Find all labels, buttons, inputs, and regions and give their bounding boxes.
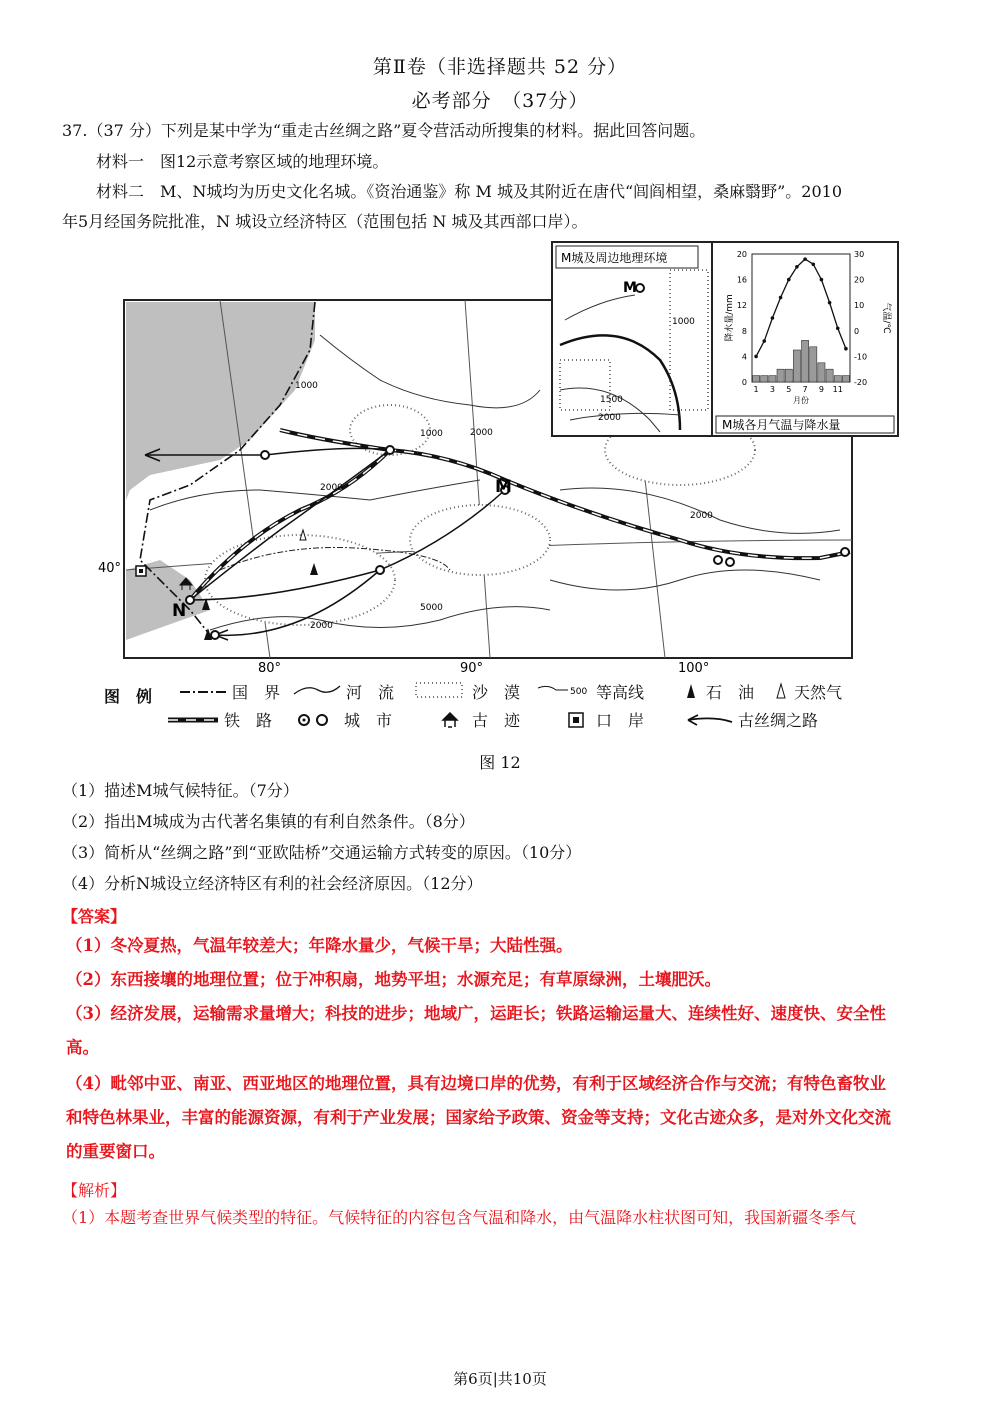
x-axis-label: 月份 xyxy=(793,396,809,405)
city-marker xyxy=(841,548,849,556)
label-lon80: 80° xyxy=(258,661,282,676)
y-right-tick-label: -20 xyxy=(854,378,868,387)
precipitation-bar xyxy=(777,369,784,382)
y-left-tick-label: 4 xyxy=(741,352,747,362)
x-tick-label: 11 xyxy=(832,385,843,394)
precipitation-bar xyxy=(810,347,817,382)
precipitation-bar xyxy=(785,369,792,382)
city-marker xyxy=(726,558,734,566)
inset-desert xyxy=(670,270,708,410)
temperature-point xyxy=(844,347,848,351)
legend-historic-site: 古 迹 xyxy=(472,711,521,730)
legend-port: 口 岸 xyxy=(596,711,645,730)
material-two-line1: 材料二 M、N城均为历史文化名城。《资治通鉴》称 M 城及其附近在唐代“闾阎相望，桑麻翳野”。2010 xyxy=(96,182,843,201)
inset-contour-label: 2000 xyxy=(598,413,621,423)
temperature-point xyxy=(820,278,824,282)
temperature-point xyxy=(754,355,758,359)
legend-title: 图 例 xyxy=(104,687,153,706)
figure-12 xyxy=(98,240,900,676)
city-marker xyxy=(376,566,384,574)
precipitation-bar xyxy=(826,369,833,382)
city-n-marker xyxy=(186,596,194,604)
section-subtitle: 必考部分 （37分） xyxy=(411,90,589,112)
inset-label-m: M xyxy=(623,280,637,296)
subquestion-4: （4）分析N城设立经济特区有利的社会经济原因。（12分） xyxy=(62,874,483,893)
desert-kumtag xyxy=(410,505,550,575)
border-legend-icon xyxy=(178,682,228,702)
y-left-tick-label: 20 xyxy=(736,250,747,259)
x-tick-label: 3 xyxy=(769,385,775,394)
precipitation-bar xyxy=(769,376,776,382)
material-two-line2: 年5月经国务院批准，N 城设立经济特区（范围包括 N 城及其西部口岸）。 xyxy=(62,212,588,231)
temperature-point xyxy=(779,296,783,300)
precipitation-bar xyxy=(753,376,760,382)
legend-oil: 石 油 xyxy=(706,683,755,702)
y-right-tick-label: 20 xyxy=(854,275,865,285)
legend-river: 河 流 xyxy=(346,683,395,702)
temperature-point xyxy=(811,262,815,266)
answer-4-line3: 的重要窗口。 xyxy=(66,1142,165,1161)
figure-caption: 图 12 xyxy=(479,753,521,772)
city-legend-icon xyxy=(296,710,336,730)
answer-1: （1）冬冷夏热，气温年较差大；年降水量少，气候干旱；大陆性强。 xyxy=(66,936,573,955)
precipitation-bar xyxy=(818,363,825,382)
precipitation-bar xyxy=(842,376,849,382)
inset-city-m-marker xyxy=(636,284,644,292)
inset-chart-title: M城各月气温与降水量 xyxy=(722,418,841,432)
subquestion-2: （2）指出M城成为古代著名集镇的有利自然条件。（8分） xyxy=(62,812,475,831)
analysis-tag: 【解析】 xyxy=(62,1181,127,1200)
y-right-axis-label: 气温/℃ xyxy=(881,302,891,334)
precipitation-bar xyxy=(802,340,809,382)
label-n: N xyxy=(172,601,187,621)
section-title: 第Ⅱ卷（非选择题共 52 分） xyxy=(372,56,628,78)
subquestion-1: （1）描述M城气候特征。（7分） xyxy=(62,781,299,800)
x-tick-label: 7 xyxy=(802,385,808,394)
legend-city: 城 市 xyxy=(344,711,393,730)
precipitation-bar xyxy=(793,350,800,382)
historic-site-legend-icon xyxy=(440,710,460,730)
temperature-point xyxy=(787,278,791,282)
precipitation-bar xyxy=(834,376,841,382)
y-left-tick-label: 8 xyxy=(741,326,747,336)
temperature-point xyxy=(836,326,840,330)
inset-contour-label: 1500 xyxy=(600,395,623,405)
legend-gas: 天然气 xyxy=(794,683,843,702)
answer-3-line2: 高。 xyxy=(66,1038,99,1057)
x-tick-label: 9 xyxy=(818,385,824,394)
legend-desert: 沙 漠 xyxy=(472,683,521,702)
x-tick-label: 5 xyxy=(786,385,792,394)
page-footer: 第6页|共10页 xyxy=(453,1370,547,1388)
label-lon100: 100° xyxy=(678,661,710,676)
y-left-tick-label: 12 xyxy=(736,301,747,311)
material-one: 材料一 图12示意考察区域的地理环境。 xyxy=(96,152,389,171)
contour-label: 1000 xyxy=(295,381,318,391)
answer-4-line1: （4）毗邻中亚、南亚、西亚地区的地理位置，具有边境口岸的优势，有利于区域经济合作与交流；有特色畜牧业 xyxy=(66,1074,886,1093)
port-legend-icon xyxy=(566,710,586,730)
question-stem: 37.（37 分）下列是某中学为“重走古丝绸之路”夏令营活动所搜集的材料。据此回答问题。 xyxy=(62,121,706,140)
y-right-tick-label: 10 xyxy=(854,301,865,311)
inset-map-title: M城及周边地理环境 xyxy=(561,251,668,265)
answer-4-line2: 和特色林果业，丰富的能源资源，有利于产业发展；国家给予政策、资金等支持；文化古迹众多，是对外文化交流 xyxy=(66,1108,891,1127)
y-left-tick-label: 16 xyxy=(736,275,747,285)
inset-chart-frame xyxy=(712,242,898,436)
temperature-point xyxy=(828,301,832,305)
contour-label: 1000 xyxy=(420,429,443,439)
svg-text:500: 500 xyxy=(570,687,588,697)
label-lat40: 40° xyxy=(98,561,122,576)
natural-gas-legend-icon xyxy=(774,682,788,700)
river-legend-icon xyxy=(292,680,342,700)
analysis-line1: （1）本题考查世界气候类型的特征。气候特征的内容包含气温和降水，由气温降水柱状图可知，我国新疆冬季气 xyxy=(62,1208,857,1227)
temperature-point xyxy=(762,339,766,343)
y-right-tick-label: -10 xyxy=(854,352,868,362)
desert-legend-icon xyxy=(414,680,464,700)
city-marker xyxy=(714,556,722,564)
answer-3-line1: （3）经济发展，运输需求量增大；科技的进步；地域广，运距长；铁路运输运量大、连续性好、速度快、安全性 xyxy=(66,1004,886,1023)
subquestion-3: （3）简析从“丝绸之路”到“亚欧陆桥”交通运输方式转变的原因。（10分） xyxy=(62,843,582,862)
silk-road-legend-icon xyxy=(684,710,734,730)
city-marker xyxy=(261,451,269,459)
answer-2: （2）东西接壤的地理位置；位于冲积扇，地势平坦；水源充足；有草原绿洲，土壤肥沃。 xyxy=(66,970,721,989)
legend-silk-road: 古丝绸之路 xyxy=(738,711,819,730)
contour-label: 2000 xyxy=(320,483,343,493)
contour-label: 5000 xyxy=(420,603,443,613)
oil-legend-icon xyxy=(684,682,698,700)
legend-border: 国 界 xyxy=(232,683,281,702)
city-marker xyxy=(211,631,219,639)
city-marker xyxy=(386,446,394,454)
temperature-point xyxy=(803,257,807,261)
x-tick-label: 1 xyxy=(753,385,759,394)
answer-tag: 【答案】 xyxy=(62,907,127,926)
label-lon90: 90° xyxy=(460,661,484,676)
map-legend xyxy=(100,676,920,736)
temperature-point xyxy=(771,316,775,320)
inset-contour-label: 1000 xyxy=(672,317,695,327)
legend-contour: 等高线 xyxy=(596,683,645,702)
y-right-tick-label: 0 xyxy=(854,326,860,336)
temperature-point xyxy=(795,265,799,269)
precipitation-bar xyxy=(761,376,768,382)
y-left-tick-label: 0 xyxy=(741,378,747,387)
legend-railway: 铁 路 xyxy=(224,711,273,730)
label-m: M xyxy=(495,477,512,497)
contour-legend-icon xyxy=(536,680,596,700)
contour-label: 2000 xyxy=(690,511,713,521)
contour-label: 2000 xyxy=(470,428,493,438)
port-icon-inner xyxy=(139,569,143,573)
contour-label: 2000 xyxy=(310,621,333,631)
map-figure xyxy=(98,240,900,676)
railway-legend-icon xyxy=(166,710,220,730)
y-right-tick-label: 30 xyxy=(854,250,865,259)
y-left-axis-label: 降水量/mm xyxy=(725,294,735,342)
